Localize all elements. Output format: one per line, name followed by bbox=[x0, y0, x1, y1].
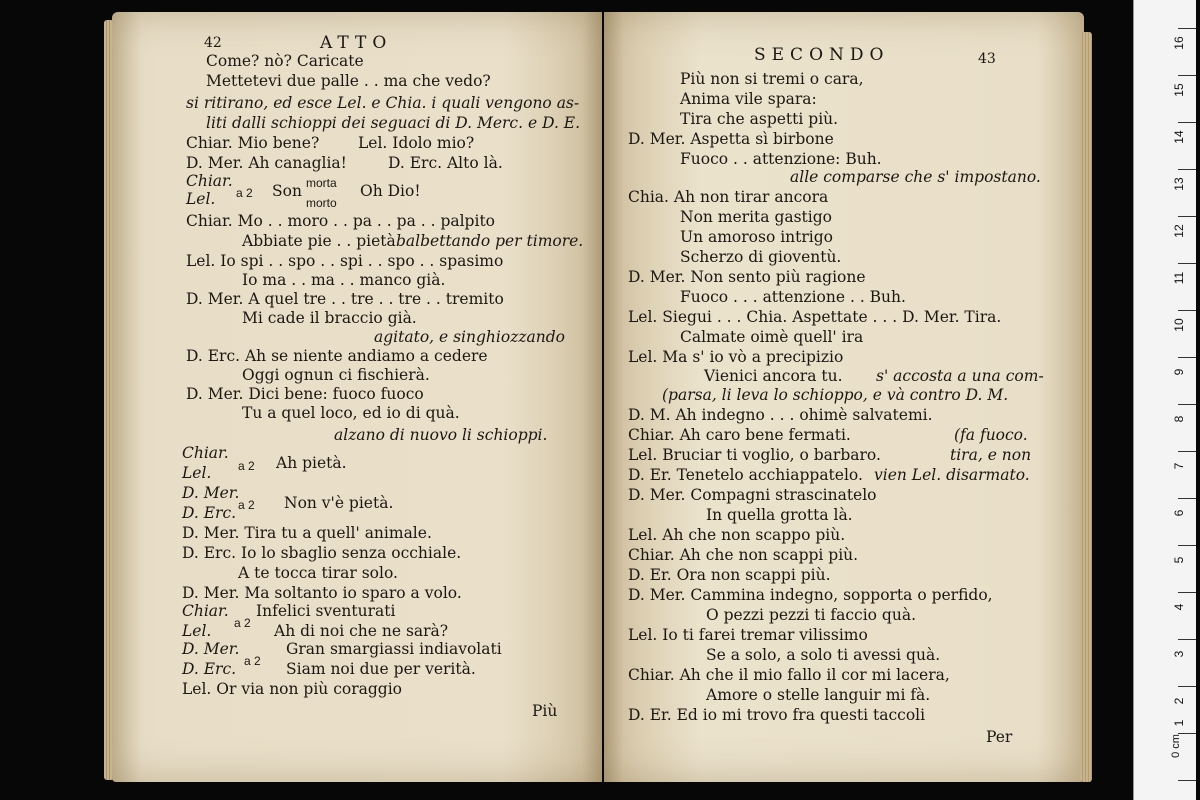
text-line: Ah pietà. bbox=[276, 454, 347, 472]
ruler-tick bbox=[1178, 310, 1196, 311]
text-line: Oggi ognun ci fischierà. bbox=[242, 366, 430, 384]
stage-direction: s' accosta a una com- bbox=[876, 367, 1044, 385]
right-page bbox=[604, 12, 1084, 782]
text-line: Chiar. Mo . . moro . . pa . . pa . . palpito bbox=[186, 212, 496, 230]
text-line: Io ma . . ma . . manco già. bbox=[242, 271, 446, 289]
duet-mark: a 2 bbox=[238, 498, 255, 512]
ruler-tick bbox=[1178, 592, 1196, 593]
ruler-tick bbox=[1178, 545, 1196, 546]
text-line: D. Erc. Alto là. bbox=[388, 154, 503, 172]
text-line: D. Er. Ed io mi trovo fra questi taccoli bbox=[628, 706, 926, 724]
ruler-tick bbox=[1178, 639, 1196, 640]
ruler-label: 10 bbox=[1172, 318, 1186, 332]
stage-direction: vien Lel. disarmato. bbox=[874, 466, 1030, 484]
ruler-tick bbox=[1178, 498, 1196, 499]
text-line: Fuoco . . . attenzione . . Buh. bbox=[680, 288, 906, 306]
stage-direction: liti dalli schioppi dei seguaci di D. Merc. e D. E. bbox=[206, 114, 581, 132]
ruler-label: 2 bbox=[1172, 697, 1186, 705]
speaker-label: Chiar. bbox=[186, 172, 233, 190]
text-line: Abbiate pie . . pietà bbox=[242, 232, 396, 250]
text-line: O pezzi pezzi ti faccio quà. bbox=[706, 606, 916, 624]
ruler-tick bbox=[1178, 122, 1196, 123]
speaker-label: D. Mer. bbox=[182, 640, 240, 658]
ruler-label: 1 bbox=[1172, 719, 1186, 727]
text-line: D. Mer. Aspetta sì birbone bbox=[628, 130, 834, 148]
speaker-label: Lel. bbox=[182, 464, 212, 482]
text-line: Mi cade il braccio già. bbox=[242, 309, 417, 327]
stage-direction: agitato, e singhiozzando bbox=[374, 328, 566, 346]
ruler-label: 5 bbox=[1172, 556, 1186, 564]
text-line: Come? nò? Caricate bbox=[206, 52, 364, 70]
text-line: Chiar. Ah caro bene fermati. bbox=[628, 426, 851, 444]
speaker-label: Chiar. bbox=[182, 602, 229, 620]
text-line: Fuoco . . attenzione: Buh. bbox=[680, 150, 882, 168]
text-line: Lel. Ma s' io vò a precipizio bbox=[628, 348, 844, 366]
ruler-tick bbox=[1178, 169, 1196, 170]
text-line: Anima vile spara: bbox=[680, 90, 817, 108]
ruler-tick bbox=[1178, 216, 1196, 217]
text-line: D. M. Ah indegno . . . ohimè salvatemi. bbox=[628, 406, 933, 424]
ruler-label: 11 bbox=[1172, 271, 1186, 285]
text-line: Son bbox=[272, 182, 302, 200]
text-line: Amore o stelle languir mi fà. bbox=[706, 686, 931, 704]
ruler-label: 4 bbox=[1172, 603, 1186, 611]
ruler-label: 3 bbox=[1172, 650, 1186, 658]
text-line: Lel. Idolo mio? bbox=[358, 134, 475, 152]
book-edge-right bbox=[1080, 32, 1092, 782]
stage-direction: tira, e non bbox=[950, 446, 1032, 464]
text-line: D. Mer. Non sento più ragione bbox=[628, 268, 866, 286]
text-line: Lel. Io ti farei tremar vilissimo bbox=[628, 626, 868, 644]
ruler-tick bbox=[1178, 75, 1196, 76]
text-line: Infelici sventurati bbox=[256, 602, 396, 620]
text-line: D. Mer. Cammina indegno, sopporta o perfido, bbox=[628, 586, 993, 604]
duet-mark: a 2 bbox=[234, 616, 251, 630]
text-line: Tira che aspetti più. bbox=[680, 110, 839, 128]
text-line: Lel. Io spi . . spo . . spi . . spo . . spasimo bbox=[186, 252, 504, 270]
ruler-label: 9 bbox=[1172, 368, 1186, 376]
speaker-label: D. Erc. bbox=[182, 660, 237, 678]
text-line: D. Mer. Ah canaglia! bbox=[186, 154, 347, 172]
text-line: Lel. Ah che non scappo più. bbox=[628, 526, 846, 544]
right-page-header: SECONDO bbox=[754, 45, 890, 65]
text-line: Calmate oimè quell' ira bbox=[680, 328, 864, 346]
text-line: A te tocca tirar solo. bbox=[238, 564, 398, 582]
ruler-label: 6 bbox=[1172, 509, 1186, 517]
text-line: Vienici ancora tu. bbox=[704, 367, 843, 385]
ruler-label: 16 bbox=[1172, 36, 1186, 50]
text-line: morto bbox=[306, 196, 337, 210]
ruler-label: 14 bbox=[1172, 130, 1186, 144]
text-line: D. Er. Ora non scappi più. bbox=[628, 566, 831, 584]
text-line: Oh Dio! bbox=[360, 182, 421, 200]
text-line: Chiar. Ah che non scappi più. bbox=[628, 546, 859, 564]
text-line: Se a solo, a solo ti avessi quà. bbox=[706, 646, 941, 664]
stage-direction: (fa fuoco. bbox=[954, 426, 1028, 444]
speaker-label: Lel. bbox=[182, 622, 212, 640]
speaker-label: D. Erc. bbox=[182, 504, 237, 522]
stage-direction: alle comparse che s' impostano. bbox=[790, 168, 1041, 186]
text-line: Gran smargiassi indiavolati bbox=[286, 640, 502, 658]
text-line: Lel. Or via non più coraggio bbox=[182, 680, 403, 698]
ruler-tick bbox=[1178, 28, 1196, 29]
catchword: Per bbox=[986, 728, 1013, 746]
speaker-label: D. Mer. bbox=[182, 484, 240, 502]
text-line: Non v'è pietà. bbox=[284, 494, 394, 512]
text-line: D. Erc. Io lo sbaglio senza occhiale. bbox=[182, 544, 462, 562]
text-line: Chiar. Mio bene? bbox=[186, 134, 320, 152]
speaker-label: Lel. bbox=[186, 190, 216, 208]
text-line: Siam noi due per verità. bbox=[286, 660, 476, 678]
text-line: D. Mer. Compagni strascinatelo bbox=[628, 486, 877, 504]
stage-direction: si ritirano, ed esce Lel. e Chia. i quali vengono as- bbox=[186, 94, 580, 112]
text-line: Non merita gastigo bbox=[680, 208, 832, 226]
open-book bbox=[112, 12, 1097, 792]
text-line: Più non si tremi o cara, bbox=[680, 70, 864, 88]
text-line: D. Mer. Dici bene: fuoco fuoco bbox=[186, 385, 424, 403]
stage-direction: (parsa, li leva lo schioppo, e và contro D. M. bbox=[662, 386, 1009, 404]
ruler-tick bbox=[1178, 404, 1196, 405]
ruler-tick bbox=[1178, 686, 1196, 687]
ruler-unit: 0 cm bbox=[1169, 734, 1182, 758]
text-line: D. Mer. Tira tu a quell' animale. bbox=[182, 524, 432, 542]
text-line: Lel. Bruciar ti voglio, o barbaro. bbox=[628, 446, 881, 464]
ruler-label: 12 bbox=[1172, 224, 1186, 238]
text-line: Mettetevi due palle . . ma che vedo? bbox=[206, 72, 491, 90]
text-line: D. Er. Tenetelo acchiappatelo. bbox=[628, 466, 863, 484]
text-line: Chia. Ah non tirar ancora bbox=[628, 188, 829, 206]
left-page-header: ATTO bbox=[320, 33, 393, 53]
ruler-label: 15 bbox=[1172, 83, 1186, 97]
left-page-number: 42 bbox=[204, 35, 222, 51]
left-page bbox=[112, 12, 602, 782]
text-line: D. Mer. Ma soltanto io sparo a volo. bbox=[182, 584, 462, 602]
ruler-label: 7 bbox=[1172, 462, 1186, 470]
text-line: Tu a quel loco, ed io di quà. bbox=[242, 404, 460, 422]
text-line: Scherzo di gioventù. bbox=[680, 248, 842, 266]
duet-mark: a 2 bbox=[236, 186, 253, 200]
speaker-label: Chiar. bbox=[182, 444, 229, 462]
text-line: D. Mer. A quel tre . . tre . . tre . . tremito bbox=[186, 290, 504, 308]
ruler-tick bbox=[1178, 263, 1196, 264]
text-line: morta bbox=[306, 176, 337, 190]
stage-direction: balbettando per timore. bbox=[396, 232, 584, 250]
duet-mark: a 2 bbox=[244, 654, 261, 668]
ruler-tick bbox=[1178, 357, 1196, 358]
ruler-label: 8 bbox=[1172, 415, 1186, 423]
text-line: Lel. Siegui . . . Chia. Aspettate . . . D. Mer. Tira. bbox=[628, 308, 1002, 326]
stage-direction: alzano di nuovo li schioppi. bbox=[334, 426, 548, 444]
text-line: Un amoroso intrigo bbox=[680, 228, 833, 246]
ruler-tick bbox=[1178, 451, 1196, 452]
right-page-number: 43 bbox=[978, 51, 996, 67]
duet-mark: a 2 bbox=[238, 459, 255, 473]
text-line: D. Erc. Ah se niente andiamo a cedere bbox=[186, 347, 488, 365]
ruler-label: 13 bbox=[1172, 177, 1186, 191]
text-line: Chiar. Ah che il mio fallo il cor mi lacera, bbox=[628, 666, 950, 684]
text-line: In quella grotta là. bbox=[706, 506, 853, 524]
text-line: Ah di noi che ne sarà? bbox=[274, 622, 449, 640]
measurement-ruler bbox=[1133, 0, 1196, 800]
ruler-tick bbox=[1178, 780, 1196, 781]
catchword: Più bbox=[532, 702, 558, 720]
